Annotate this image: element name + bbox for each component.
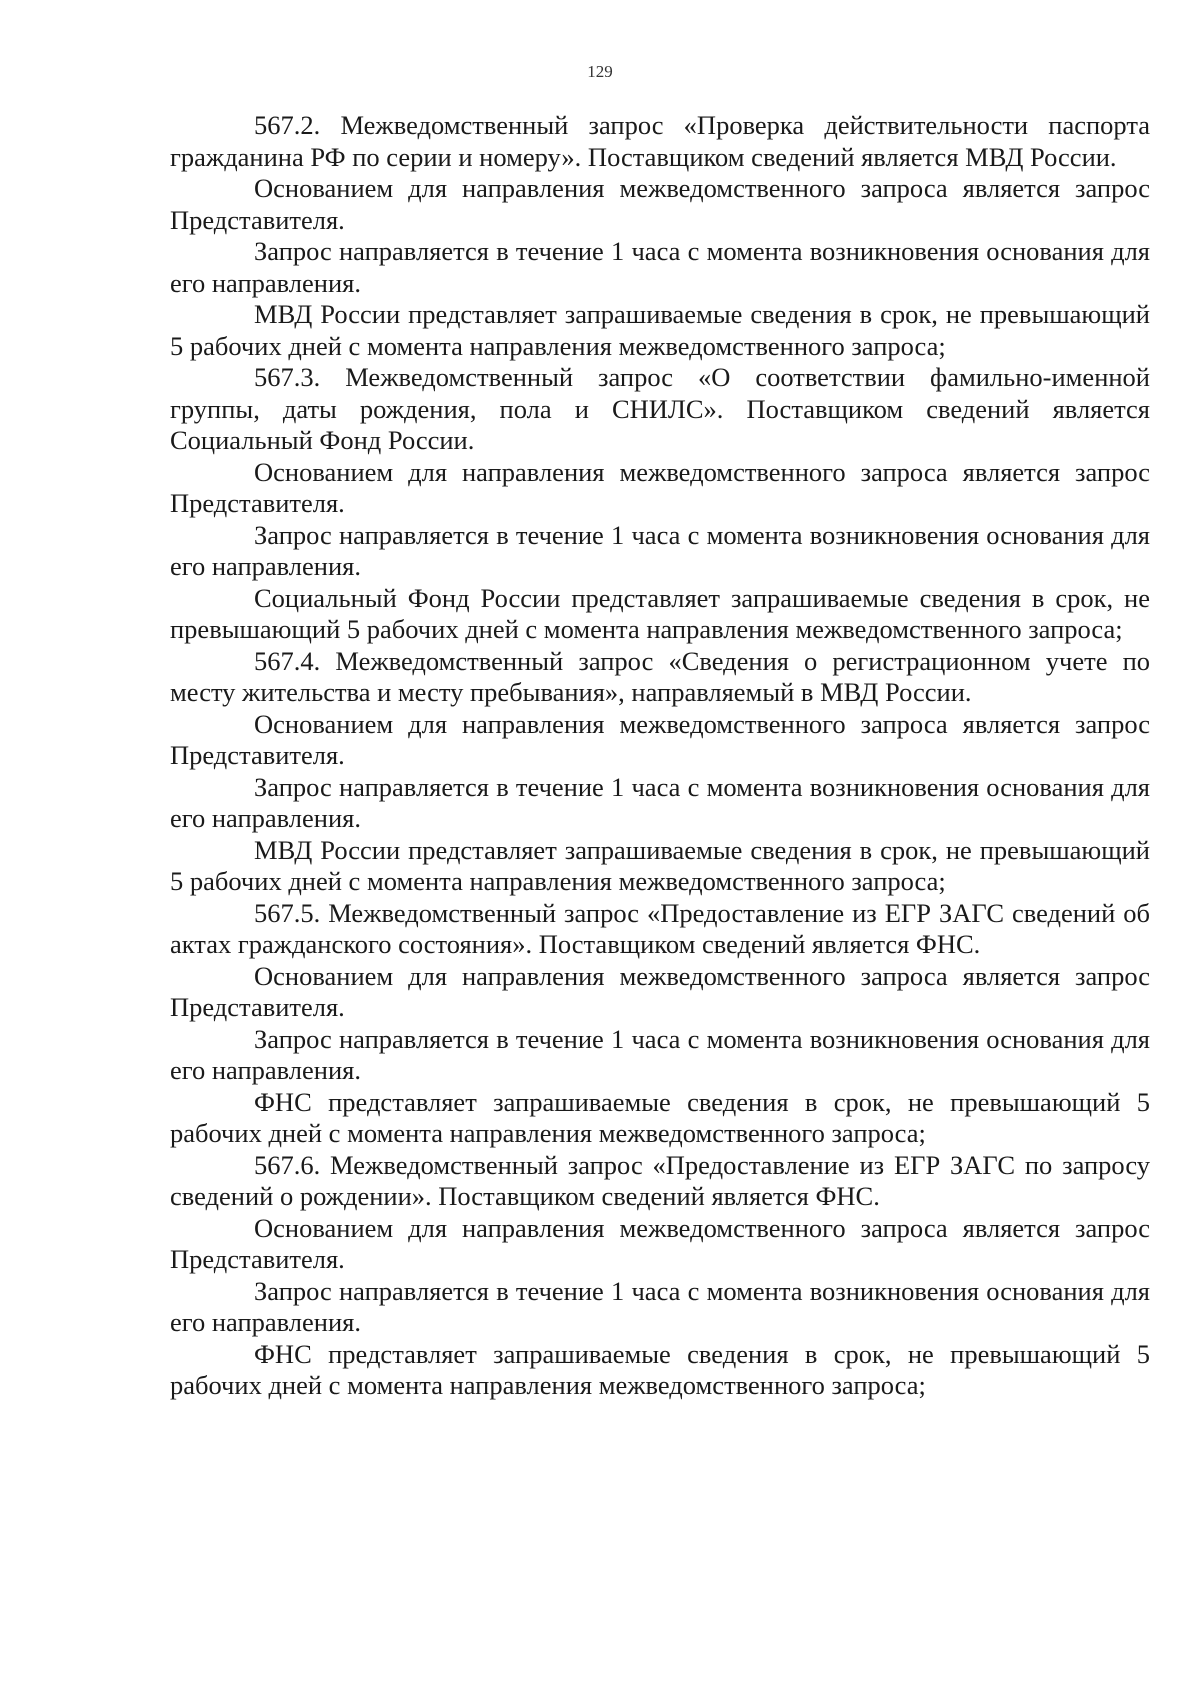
paragraph-response-term: МВД России представляет запрашиваемые сведения в срок, не превышающий 5 рабочих дней с момента направления межведомственного запроса; xyxy=(170,834,1150,896)
document-body xyxy=(170,110,1150,1402)
paragraph-timing: Запрос направляется в течение 1 часа с момента возникновения основания для его направления. xyxy=(170,1023,1150,1085)
paragraph-timing: Запрос направляется в течение 1 часа с момента возникновения основания для его направления. xyxy=(170,236,1150,298)
paragraph-567-2-heading: 567.2. Межведомственный запрос «Проверка действительности паспорта гражданина РФ по серии и номеру». Поставщиком сведений является МВД России. xyxy=(170,110,1150,172)
paragraph-567-4-heading: 567.4. Межведомственный запрос «Сведения о регистрационном учете по месту жительства и месту пребывания», направляемый в МВД России. xyxy=(170,645,1150,707)
paragraph-567-3-heading: 567.3. Межведомственный запрос «О соответствии фамильно-именной группы, даты рождения, пола и СНИЛС». Поставщиком сведений является Социальный Фонд России. xyxy=(170,362,1150,455)
paragraph-basis: Основанием для направления межведомственного запроса является запрос Представителя. xyxy=(170,173,1150,235)
paragraph-basis: Основанием для направления межведомственного запроса является запрос Представителя. xyxy=(170,1212,1150,1274)
paragraph-response-term: ФНС представляет запрашиваемые сведения в срок, не превышающий 5 рабочих дней с момента направления межведомственного запроса; xyxy=(170,1338,1150,1400)
paragraph-567-6-heading: 567.6. Межведомственный запрос «Предоставление из ЕГР ЗАГС по запросу сведений о рождении». Поставщиком сведений является ФНС. xyxy=(170,1149,1150,1211)
paragraph-567-5-heading: 567.5. Межведомственный запрос «Предоставление из ЕГР ЗАГС сведений об актах гражданского состояния». Поставщиком сведений является ФНС. xyxy=(170,897,1150,959)
paragraph-timing: Запрос направляется в течение 1 часа с момента возникновения основания для его направления. xyxy=(170,771,1150,833)
paragraph-response-term: МВД России представляет запрашиваемые сведения в срок, не превышающий 5 рабочих дней с момента направления межведомственного запроса; xyxy=(170,299,1150,361)
paragraph-response-term: Социальный Фонд России представляет запрашиваемые сведения в срок, не превышающий 5 рабочих дней с момента направления межведомственного запроса; xyxy=(170,582,1150,644)
paragraph-response-term: ФНС представляет запрашиваемые сведения в срок, не превышающий 5 рабочих дней с момента направления межведомственного запроса; xyxy=(170,1086,1150,1148)
paragraph-timing: Запрос направляется в течение 1 часа с момента возникновения основания для его направления. xyxy=(170,519,1150,581)
paragraph-basis: Основанием для направления межведомственного запроса является запрос Представителя. xyxy=(170,708,1150,770)
paragraph-basis: Основанием для направления межведомственного запроса является запрос Представителя. xyxy=(170,960,1150,1022)
paragraph-timing: Запрос направляется в течение 1 часа с момента возникновения основания для его направления. xyxy=(170,1275,1150,1337)
page-number: 129 xyxy=(587,62,613,81)
paragraph-basis: Основанием для направления межведомственного запроса является запрос Представителя. xyxy=(170,456,1150,518)
